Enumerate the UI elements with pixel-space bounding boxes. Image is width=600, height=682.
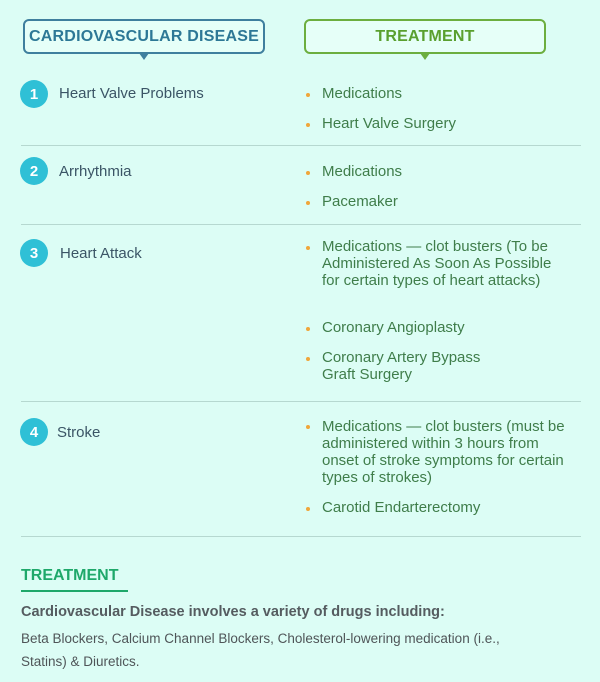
bullet-icon [306,171,310,175]
treatment-column-header-label: TREATMENT [375,27,475,45]
row-number-badge: 2 [20,157,48,185]
treatment-item: Medications [322,85,403,102]
treatment-item: Heart Valve Surgery [322,115,456,132]
row-number-badge: 4 [20,418,48,446]
treatment-item: Pacemaker [322,193,398,210]
summary-lead: Cardiovascular Disease involves a variety of drugs including: [21,604,445,620]
bullet-icon [306,357,310,361]
summary-heading: TREATMENT [21,567,119,584]
bullet-icon [306,246,310,250]
row-divider [21,224,581,225]
disease-name: Stroke [57,424,101,441]
treatment-item: Carotid Endarterectomy [322,499,481,516]
row-divider [21,536,581,537]
header-pointer-icon [420,53,430,60]
bullet-icon [306,327,310,331]
bullet-icon [306,507,310,511]
treatment-item: Medications — clot busters (To be Administered As Soon As Possible for certain types of heart attacks) [322,238,552,289]
summary-body: Beta Blockers, Calcium Channel Blockers, Cholesterol-lowering medication (i.e., Statins) & Diuretics. [21,631,500,669]
header-pointer-icon [139,53,149,60]
disease-column-header-label: CARDIOVASCULAR DISEASE [29,27,259,45]
summary-heading-underline [21,590,128,592]
bullet-icon [306,123,310,127]
disease-column-header [23,19,265,54]
disease-name: Heart Valve Problems [59,85,204,102]
treatment-column-header [304,19,546,54]
treatment-item: Coronary Artery Bypass Graft Surgery [322,349,481,383]
disease-name: Heart Attack [60,245,142,262]
row-number-badge: 3 [20,239,48,267]
treatment-item: Medications [322,163,403,180]
disease-name: Arrhythmia [59,163,132,180]
treatment-item: Medications — clot busters (must be administered within 3 hours from onset of stroke symptoms for certain types of strokes) [322,418,565,486]
bullet-icon [306,201,310,205]
treatment-item: Coronary Angioplasty [322,319,465,336]
row-divider [21,145,581,146]
row-divider [21,401,581,402]
bullet-icon [306,425,310,429]
row-number-badge: 1 [20,80,48,108]
bullet-icon [306,93,310,97]
